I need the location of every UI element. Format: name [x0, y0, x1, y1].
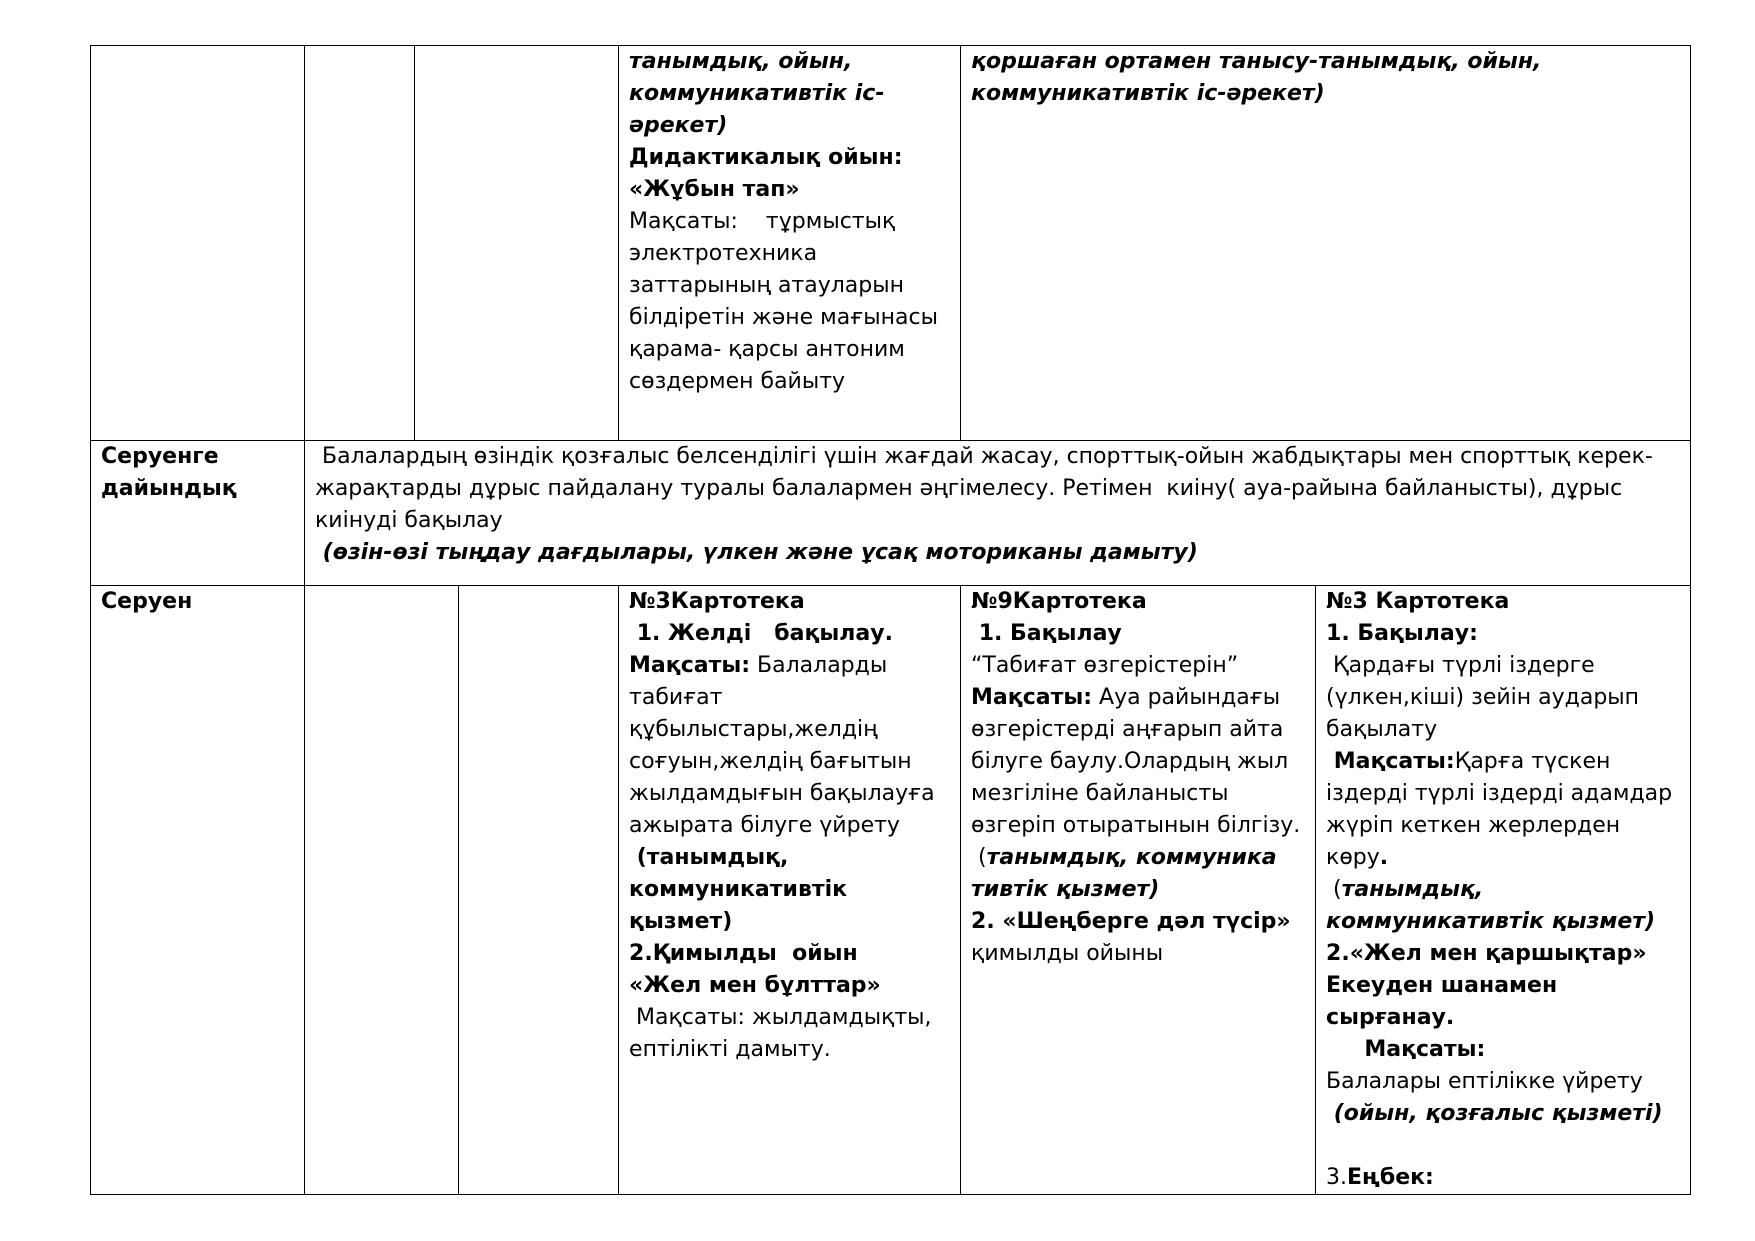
- observation-title: 1. Бақылау:: [1326, 621, 1478, 646]
- table-row: [91, 46, 1691, 441]
- observation-title: 1. Желді бақылау.: [629, 621, 893, 646]
- didactic-game-title: Дидактикалық ойын:: [629, 145, 903, 170]
- game-title: 2.Қимылды ойын: [629, 941, 858, 966]
- game-goal: Мақсаты: жылдамдықты, ептілікті дамыту.: [629, 1005, 939, 1062]
- goal-text: Ауа райындағы өзгерістерді аңғарып айта білуге баулу.Олардың жыл мезгіліне байланысты өзгеріп отыратынын білгізу.: [971, 685, 1301, 838]
- row-label: [91, 586, 305, 1195]
- plan-table: [90, 45, 1691, 1195]
- goal-dot: .: [1379, 845, 1389, 870]
- spacer: [1326, 1130, 1684, 1162]
- walk-col-5: [961, 586, 1316, 1195]
- activity-col-5: [961, 46, 1691, 441]
- activity-type-text: танымдық, ойын, коммуникативтік іс-әрекет): [629, 49, 885, 138]
- goal-text: Балаларды табиғат құбылыстары,желдің соғуын,желдің бағытын жылдамдығын бақылауға ажырата білуге үйрету: [629, 653, 942, 838]
- observation-text: Қардағы түрлі іздерге (үлкен,кіші) зейін аударып бақылату: [1326, 653, 1647, 742]
- prep-skills-text: (өзін-өзі тыңдау дағдылары, үлкен және ұсақ моториканы дамыту): [315, 540, 1198, 565]
- activity-type-text: (танымдық, коммуникативтік қызмет): [629, 845, 855, 934]
- work-number: 3.: [1326, 1165, 1348, 1190]
- goal-text: Қарға түскен іздерді түрлі іздерді адамдар жүріп кеткен жерлерден көру: [1326, 749, 1680, 870]
- game-subtitle: Екеуден шанамен сырғанау.: [1326, 973, 1565, 1030]
- game-title: 2. «Шеңберге дәл түсір»: [971, 909, 1291, 934]
- goal-label: Мақсаты:: [1326, 749, 1455, 774]
- activity-paren: (: [971, 845, 987, 870]
- row-label: [91, 441, 305, 586]
- row-label-text: Серуенге дайындық: [101, 444, 237, 501]
- empty-cell: [91, 46, 305, 441]
- activity-type-text: қоршаған ортамен танысу-танымдық, ойын, коммуникативтік іс-әрекет): [971, 49, 1550, 106]
- activity-paren: (: [1326, 877, 1342, 902]
- game-text: қимылды ойыны: [971, 941, 1164, 966]
- activity-type-text: танымдық, коммуникативтік қызмет): [1326, 877, 1656, 934]
- activity-type-text: танымдық, коммуника тивтік қызмет): [971, 845, 1285, 902]
- observation-topic: “Табиғат өзгерістерін”: [971, 653, 1239, 678]
- activity-col-4: [619, 46, 961, 441]
- work-label: Еңбек:: [1347, 1165, 1434, 1190]
- empty-cell: [305, 586, 459, 1195]
- row-label-text: Серуен: [101, 589, 193, 614]
- table-row: [91, 441, 1691, 586]
- game-activity-text: (ойын, қозғалыс қызметі): [1326, 1101, 1663, 1126]
- prep-text: Балалардың өзіндік қозғалыс белсенділігі үшін жағдай жасау, спорттық-ойын жабдықтары мен спорттық керек-жарақтарды дұрыс пайдалану туралы балалармен әңгімелесу. Ретімен киіну( ауа-райына байланысты), дұрыс киінуді бақылау: [315, 444, 1653, 533]
- game-name: «Жел мен бұлттар»: [629, 973, 881, 998]
- game-goal-text: Балалары ептілікке үйрету: [1326, 1069, 1643, 1094]
- observation-title: 1. Бақылау: [971, 621, 1122, 646]
- walk-col-4: [619, 586, 961, 1195]
- prep-content-cell: [305, 441, 1691, 586]
- game-title: 2.«Жел мен қаршықтар»: [1326, 941, 1647, 966]
- empty-cell: [305, 46, 415, 441]
- walk-col-6: [1316, 586, 1691, 1195]
- table-row: [91, 586, 1691, 1195]
- empty-cell: [415, 46, 619, 441]
- card-title: №3Картотека: [629, 589, 805, 614]
- didactic-game-goal: Мақсаты: тұрмыстық электротехника заттарының атауларын білдіретін және мағынасы қарама- қарсы антоним сөздермен байыту: [629, 209, 945, 394]
- card-title: №3 Картотека: [1326, 589, 1510, 614]
- game-goal-label: Мақсаты:: [1326, 1037, 1486, 1062]
- goal-label: Мақсаты:: [971, 685, 1093, 710]
- goal-label: Мақсаты:: [629, 653, 751, 678]
- empty-cell: [459, 586, 619, 1195]
- card-title: №9Картотека: [971, 589, 1147, 614]
- didactic-game-name: «Жұбын тап»: [629, 177, 800, 202]
